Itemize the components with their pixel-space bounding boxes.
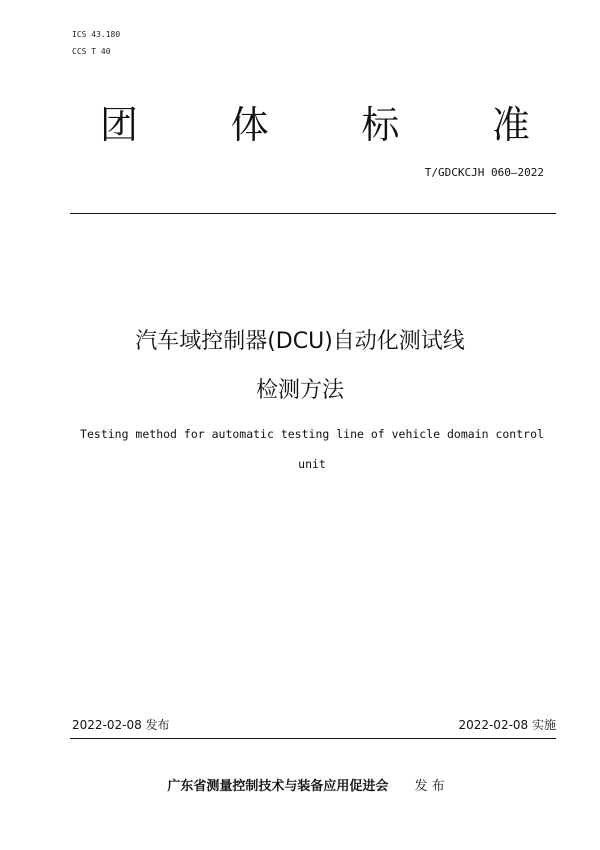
publisher-line <box>0 775 600 794</box>
title-cn-line1: 汽车域控制器(DCU)自动化测试线 <box>135 329 465 354</box>
ccs-code: CCS T 40 <box>72 47 111 56</box>
standard-type-char-4: 准 <box>491 103 530 147</box>
ics-code: ICS 43.180 <box>72 30 121 39</box>
classification-codes <box>72 26 120 60</box>
publisher-name: 广东省测量控制技术与装备应用促进会 <box>167 779 389 794</box>
title-en-line1: Testing method for automatic testing line of vehicle domain control <box>80 427 544 441</box>
standard-type-char-1: 团 <box>100 103 139 147</box>
bottom-divider <box>70 738 556 739</box>
top-divider <box>70 213 556 214</box>
title-cn-line2: 检测方法 <box>255 378 344 403</box>
standard-number: T/GDCKCJH 060—2022 <box>424 166 544 179</box>
title-en-line2: unit <box>298 457 326 471</box>
standard-type-title <box>100 100 530 150</box>
effective-date: 2022-02-08 实施 <box>458 718 556 732</box>
published-date: 2022-02-08 发布 <box>72 718 170 732</box>
standard-type-char-3: 标 <box>361 103 400 147</box>
standard-type-char-2: 体 <box>230 103 269 147</box>
publisher-action: 发 布 <box>414 779 445 794</box>
